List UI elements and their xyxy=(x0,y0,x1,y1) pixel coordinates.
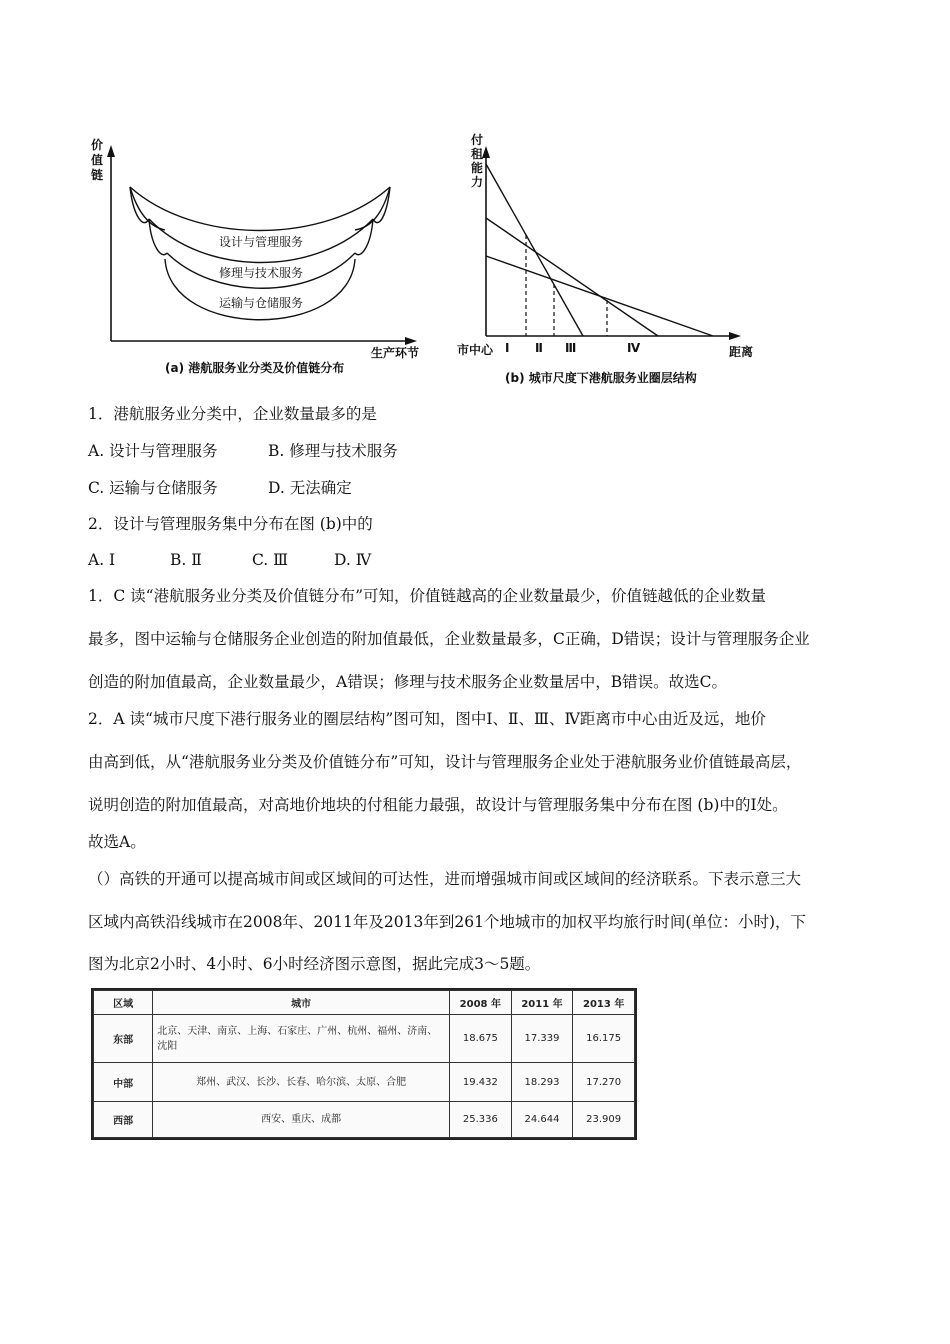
band-design-arc xyxy=(130,187,165,230)
answer1-line3: 创造的附加值最高，企业数量最少，A错误；修理与技术服务企业数量居中，B错误。故选C。 xyxy=(88,673,727,691)
row-2013: 17.270 xyxy=(573,1063,635,1101)
band-outer-arc xyxy=(130,187,390,231)
row-cities-line1: 北京、天津、南京、上海、石家庄、广州、杭州、福州、济南、 xyxy=(157,1025,438,1037)
header-region: 区域 xyxy=(94,991,153,1015)
row-2011: 24.644 xyxy=(511,1101,573,1137)
q2-options xyxy=(88,550,878,570)
answer1-line2: 最多，图中运输与仓储服务企业创造的附加值最低，企业数量最多，C正确，D错误；设计与管理服务企业 xyxy=(88,630,810,648)
row-region: 东部 xyxy=(94,1015,153,1063)
row-2011: 17.339 xyxy=(511,1015,573,1063)
answer2-line3: 说明创造的附加值最高，对高地价地块的付租能力最强，故设计与管理服务集中分布在图 (b)中的Ⅰ处。 xyxy=(88,796,788,814)
row-cities: 郑州、武汉、长沙、长春、哈尔滨、太原、合肥 xyxy=(153,1063,450,1101)
q2-option-a[interactable]: A. Ⅰ xyxy=(88,551,116,569)
zone-2-label: Ⅱ xyxy=(535,341,543,355)
q2-option-c[interactable]: C. Ⅲ xyxy=(252,551,289,569)
table-row xyxy=(94,1101,635,1137)
q2-option-b[interactable]: B. Ⅱ xyxy=(170,551,202,569)
figure-a-caption: (a) 港航服务业分类及价值链分布 xyxy=(165,361,345,375)
answer2-line2: 由高到低，从“港航服务业分类及价值链分布”可知，设计与管理服务企业处于港航服务业价值链最高层， xyxy=(88,753,802,771)
rent-line-transport xyxy=(486,256,713,336)
figure-b-y-label: 付租能力 xyxy=(471,133,484,189)
zone-4-label: Ⅳ xyxy=(627,341,641,355)
rent-line-design xyxy=(486,164,583,336)
figure-a-svg xyxy=(85,135,430,385)
passage-line1: （）高铁的开通可以提高城市间或区域间的可达性，进而增强城市间或区域间的经济联系。下表示意三大 xyxy=(88,870,802,888)
q1-stem: 1．港航服务业分类中，企业数量最多的是 xyxy=(88,405,377,423)
passage-line2: 区域内高铁沿线城市在2008年、2011年及2013年到261个地城市的加权平均旅行时间(单位：小时)，下 xyxy=(88,913,807,931)
row-cities: 西安、重庆、成都 xyxy=(153,1101,450,1137)
header-cities: 城市 xyxy=(153,991,450,1015)
rent-line-repair xyxy=(486,218,658,336)
passage-line3: 图为北京2小时、4小时、6小时经济图示意图，据此完成3～5题。 xyxy=(88,955,541,973)
row-2013: 16.175 xyxy=(573,1015,635,1063)
header-2013: 2013 年 xyxy=(573,991,635,1015)
row-2011: 18.293 xyxy=(511,1063,573,1101)
table-header-row xyxy=(94,991,635,1015)
answer1-line1: 1．C 读“港航服务业分类及价值链分布”可知，价值链越高的企业数量最少，价值链越低的企业数量 xyxy=(88,587,766,605)
figure-b-svg xyxy=(455,130,770,390)
row-2008: 19.432 xyxy=(450,1063,512,1101)
q1-option-d[interactable]: D. 无法确定 xyxy=(268,479,352,497)
figure-b-caption: (b) 城市尺度下港航服务业圈层结构 xyxy=(505,371,697,385)
q1-options-row2 xyxy=(88,478,878,498)
travel-time-table xyxy=(91,988,637,1140)
row-cities-line2: 沈阳 xyxy=(157,1040,178,1052)
band-label-repair: 修理与技术服务 xyxy=(219,266,304,280)
q1-options-row1 xyxy=(88,441,878,461)
answer2-line4: 故选A。 xyxy=(88,833,146,851)
figure-a-value-chain xyxy=(85,135,430,385)
row-2008: 25.336 xyxy=(450,1101,512,1137)
figure-b-rent-curve xyxy=(455,130,770,390)
q1-option-a[interactable]: A. 设计与管理服务 xyxy=(88,442,218,460)
origin-label: 市中心 xyxy=(457,343,494,357)
row-cities xyxy=(153,1015,450,1063)
zone-1-label: Ⅰ xyxy=(505,341,510,355)
q1-option-b[interactable]: B. 修理与技术服务 xyxy=(268,442,398,460)
figure-a-x-label: 生产环节 xyxy=(371,346,420,360)
q2-stem: 2．设计与管理服务集中分布在图 (b)中的 xyxy=(88,515,373,533)
row-2008: 18.675 xyxy=(450,1015,512,1063)
band-label-design: 设计与管理服务 xyxy=(219,235,304,249)
header-2011: 2011 年 xyxy=(511,991,573,1015)
zone-3-label: Ⅲ xyxy=(565,341,577,355)
band-label-transport: 运输与仓储服务 xyxy=(219,296,304,310)
answer2-line1: 2．A 读“城市尺度下港行服务业的圈层结构”图可知，图中Ⅰ、Ⅱ、Ⅲ、Ⅳ距离市中心由近及远，地价 xyxy=(88,710,766,728)
figure-a-y-label: 价值链 xyxy=(91,138,104,182)
q2-option-d[interactable]: D. Ⅳ xyxy=(334,551,372,569)
header-2008: 2008 年 xyxy=(450,991,512,1015)
q1-option-c[interactable]: C. 运输与仓储服务 xyxy=(88,479,218,497)
row-region: 中部 xyxy=(94,1063,153,1101)
row-2013: 23.909 xyxy=(573,1101,635,1137)
row-region: 西部 xyxy=(94,1101,153,1137)
figure-b-x-label: 距离 xyxy=(729,345,754,359)
table-row xyxy=(94,1063,635,1101)
table-row xyxy=(94,1015,635,1063)
